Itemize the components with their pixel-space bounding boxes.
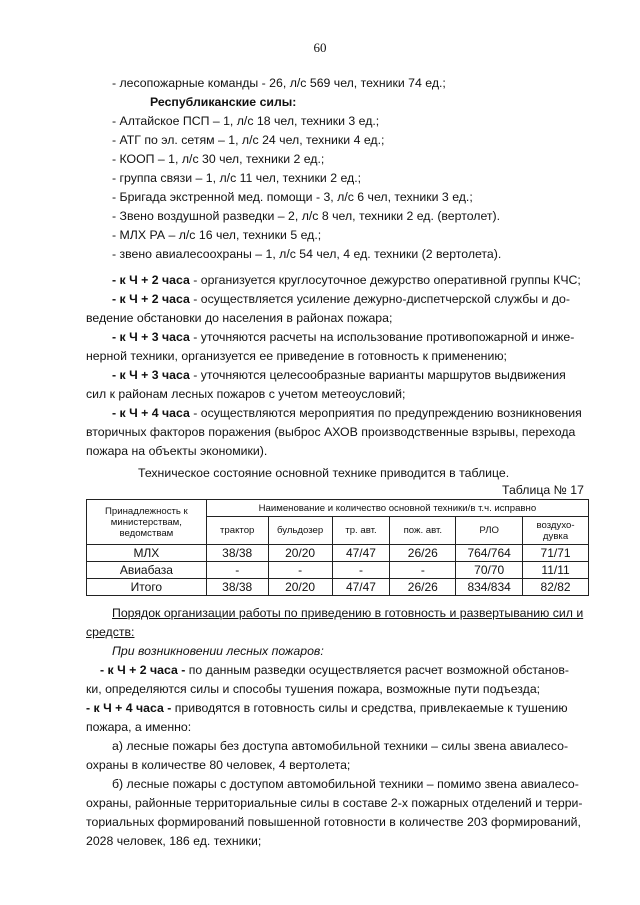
text-line [86,701,568,715]
text-line: пожара, а именно: [86,720,192,734]
section-title: Порядок организации работы по приведению в готовность и развертыванию сил и [112,606,584,620]
table-cell: 26/26 [390,545,456,562]
text-span: - осуществляется усиление дежурно-диспетчерской службы и до- [189,292,570,306]
subheading: При возникновении лесных пожаров: [112,644,324,658]
time-marker: - к Ч + 4 часа [112,406,190,420]
table-cell: 764/764 [456,545,523,562]
table-cell: 38/38 [206,545,268,562]
column-header: воздухо-дувка [523,517,589,545]
table-cell: - [390,562,456,579]
text-line: - звено авиалесоохраны – 1, л/с 54 чел, 4 ед. техники (2 вертолета). [112,247,502,261]
table-cell: 47/47 [332,579,390,596]
text-line: - группа связи – 1, л/с 11 чел, техники 2 ед.; [112,171,362,185]
text-line: - Бригада экстренной мед. помощи - 3, л/с 6 чел, техники 3 ед.; [112,190,473,204]
text-line: нерной техники, организуется ее приведение в готовность к применению; [86,349,507,363]
text-line: охраны, районные территориальные силы в составе 2-х пожарных отделений и терри- [86,796,583,810]
text-line: 2028 человек, 186 ед. техники; [86,834,262,848]
text-line: б) лесные пожары с доступом автомобильной техники – помимо звена авиалесо- [112,777,579,791]
text-line: сил к районам лесных пожаров с учетом метеоусловий; [86,387,406,401]
table-cell: - [332,562,390,579]
text-line: вторичных факторов поражения (выброс АХОВ производственные взрывы, перехода [86,425,576,439]
table-row [87,579,589,596]
column-header: бульдозер [268,517,332,545]
column-header: тр. авт. [332,517,390,545]
column-header: пож. авт. [390,517,456,545]
table-cell: 71/71 [523,545,589,562]
time-marker: - к Ч + 3 часа [112,368,190,382]
text-line: ведение обстановки до населения в районах пожара; [86,311,393,325]
text-line [112,330,574,344]
table-cell: 70/70 [456,562,523,579]
time-marker: - к Ч + 4 часа - [86,701,172,715]
time-marker: - к Ч + 2 часа [112,292,190,306]
text-span: - осуществляются мероприятия по предупреждению возникновения [189,406,582,420]
text-span: приводятся в готовность силы и средства, привлекаемые к тушению [171,701,568,715]
table-caption: Таблица № 17 [502,483,584,497]
text-line: ториальных формирований повышенной готовности в количестве 203 формирований, [86,815,581,829]
text-line: - Алтайское ПСП – 1, л/с 18 чел, техники 3 ед.; [112,114,380,128]
text-line [112,368,566,382]
table-cell: 11/11 [523,562,589,579]
section-title: средств: [86,625,135,639]
table-cell: - [268,562,332,579]
time-marker: - к Ч + 2 часа - [100,663,186,677]
table-cell: 47/47 [332,545,390,562]
equipment-table [86,499,589,596]
text-line: охраны в количестве 80 человек, 4 вертолета; [86,758,351,772]
text-line: - АТГ по эл. сетям – 1, л/с 24 чел, техники 4 ед.; [112,133,385,147]
row-name: Авиабаза [87,562,207,579]
text-line [100,663,569,677]
column-header: РЛО [456,517,523,545]
text-line: пожара на объекты экономики). [86,444,268,458]
owner-header: Принадлежность к министерствам, ведомствам [87,500,207,545]
text-line [112,292,570,306]
text-span: - уточняются расчеты на использование противопожарной и инже- [189,330,575,344]
text-line: а) лесные пожары без доступа автомобильной техники – силы звена авиалесо- [112,739,569,753]
table-cell: 834/834 [456,579,523,596]
row-name: Итого [87,579,207,596]
row-name: МЛХ [87,545,207,562]
text-line: ки, определяются силы и способы тушения пожара, возможные пути подъезда; [86,682,541,696]
text-line: - Звено воздушной разведки – 2, л/с 8 чел, техники 2 ед. (вертолет). [112,209,501,223]
table-cell: 20/20 [268,545,332,562]
table-cell: 20/20 [268,579,332,596]
text-span: по данным разведки осуществляется расчет возможной обстанов- [185,663,569,677]
table-cell: 26/26 [390,579,456,596]
text-line [112,406,582,420]
column-header: трактор [206,517,268,545]
text-line: Техническое состояние основной технике приводится в таблице. [138,466,510,480]
text-line [112,273,581,287]
table-row [87,545,589,562]
text-span: - уточняются целесообразные варианты маршрутов выдвижения [189,368,566,382]
page-number: 60 [313,40,327,55]
text-span: - организуется круглосуточное дежурство оперативной группы КЧС; [189,273,581,287]
group-header: Наименование и количество основной техники/в т.ч. исправно [206,500,588,517]
table-row [87,562,589,579]
section-heading: Республиканские силы: [150,95,297,109]
table-cell: - [206,562,268,579]
table-cell: 82/82 [523,579,589,596]
text-line: - КООП – 1, л/с 30 чел, техники 2 ед.; [112,152,325,166]
text-line: - лесопожарные команды - 26, л/с 569 чел, техники 74 ед.; [112,76,446,90]
text-line: - МЛХ РА – л/с 16 чел, техники 5 ед.; [112,228,322,242]
time-marker: - к Ч + 2 часа [112,273,190,287]
time-marker: - к Ч + 3 часа [112,330,190,344]
table-cell: 38/38 [206,579,268,596]
